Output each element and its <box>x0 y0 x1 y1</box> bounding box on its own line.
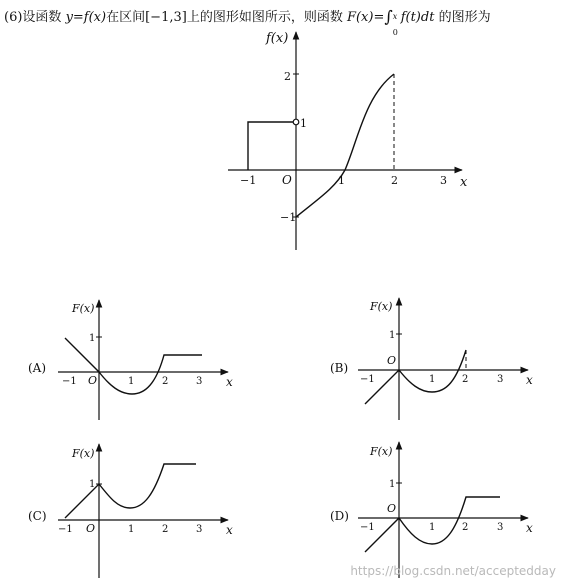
main-y-tick-label: −1 <box>280 211 297 224</box>
option-c-y-label: F(x) <box>72 447 95 460</box>
main-origin-label: O <box>282 173 292 187</box>
option-b-x-tick: 3 <box>497 374 504 385</box>
option-b-x-tick: 1 <box>429 374 436 385</box>
question-mid1: 在区间 <box>106 10 146 25</box>
y-expr: y=f(x) <box>65 10 107 25</box>
main-step-segment <box>248 122 293 170</box>
option-d-letter: (D) <box>330 509 349 523</box>
option-b-y-tick: 1 <box>389 330 396 341</box>
option-d-x-tick: 1 <box>429 522 436 533</box>
option-a-y-label: F(x) <box>72 302 95 315</box>
option-c-curve <box>65 464 196 518</box>
option-c-x-tick: 2 <box>162 524 169 535</box>
option-b-x-label: x <box>526 373 533 387</box>
option-c-letter: (C) <box>28 509 47 523</box>
main-x-label: x <box>460 175 468 190</box>
option-d-x-tick: −1 <box>360 522 375 533</box>
option-a-x-tick: 3 <box>196 376 203 387</box>
option-d-x-tick: 2 <box>462 522 469 533</box>
main-x-tick-label: 3 <box>440 174 447 187</box>
question-prefix: (6)设函数 <box>4 10 66 25</box>
option-c-x-tick: −1 <box>58 524 73 535</box>
option-b-letter: (B) <box>330 361 349 375</box>
main-x-tick-label: −1 <box>240 174 257 187</box>
option-d-x-tick: 3 <box>497 522 504 533</box>
option-c-origin: O <box>86 522 96 535</box>
option-b-curve <box>365 350 469 404</box>
main-x-tick-label: 1 <box>338 174 345 187</box>
option-a-graph <box>28 300 233 420</box>
question-interval: [−1,3] <box>145 10 187 25</box>
integral-sign: ∫ <box>384 7 393 26</box>
option-b-graph <box>330 298 533 420</box>
option-a-origin: O <box>88 374 98 387</box>
F-expr: F(x)= <box>346 10 385 25</box>
main-x-tick-label: 2 <box>391 174 398 187</box>
option-b-x-tick: 2 <box>462 374 469 385</box>
option-c-graph <box>28 444 233 578</box>
integral-upper-limit: x <box>392 11 398 21</box>
integrand: f(t)dt <box>400 10 435 25</box>
option-a-x-tick: 1 <box>128 376 135 387</box>
option-a-letter: (A) <box>28 361 47 375</box>
option-a-y-tick: 1 <box>89 333 96 344</box>
option-c-x-tick: 3 <box>196 524 203 535</box>
option-a-x-label: x <box>226 375 233 389</box>
main-y-label: f(x) <box>266 31 289 46</box>
watermark-url: https://blog.csdn.net/acceptedday <box>350 564 556 578</box>
option-b-x-tick: −1 <box>360 374 375 385</box>
option-c-x-tick: 1 <box>128 524 135 535</box>
option-c-y-tick: 1 <box>89 479 96 490</box>
option-a-x-tick: 2 <box>162 376 169 387</box>
option-a-x-tick: −1 <box>62 376 77 387</box>
main-open-circle <box>293 119 299 125</box>
main-y-tick-label: 1 <box>300 117 307 130</box>
integral-lower-limit: 0 <box>392 27 398 37</box>
option-d-x-label: x <box>526 521 533 535</box>
main-y-tick-label: 2 <box>284 70 291 83</box>
question-mid2: 上的图形如图所示，则函数 <box>186 10 347 25</box>
option-d-y-label: F(x) <box>370 445 393 458</box>
main-curve <box>296 74 394 217</box>
main-graph <box>228 31 468 250</box>
option-c-x-label: x <box>226 523 233 537</box>
option-d-graph <box>330 442 533 578</box>
option-b-origin: O <box>387 354 397 367</box>
option-b-y-label: F(x) <box>370 300 393 313</box>
option-d-origin: O <box>387 502 397 515</box>
question-suffix: 的图形为 <box>434 10 491 25</box>
option-d-y-tick: 1 <box>389 479 396 490</box>
